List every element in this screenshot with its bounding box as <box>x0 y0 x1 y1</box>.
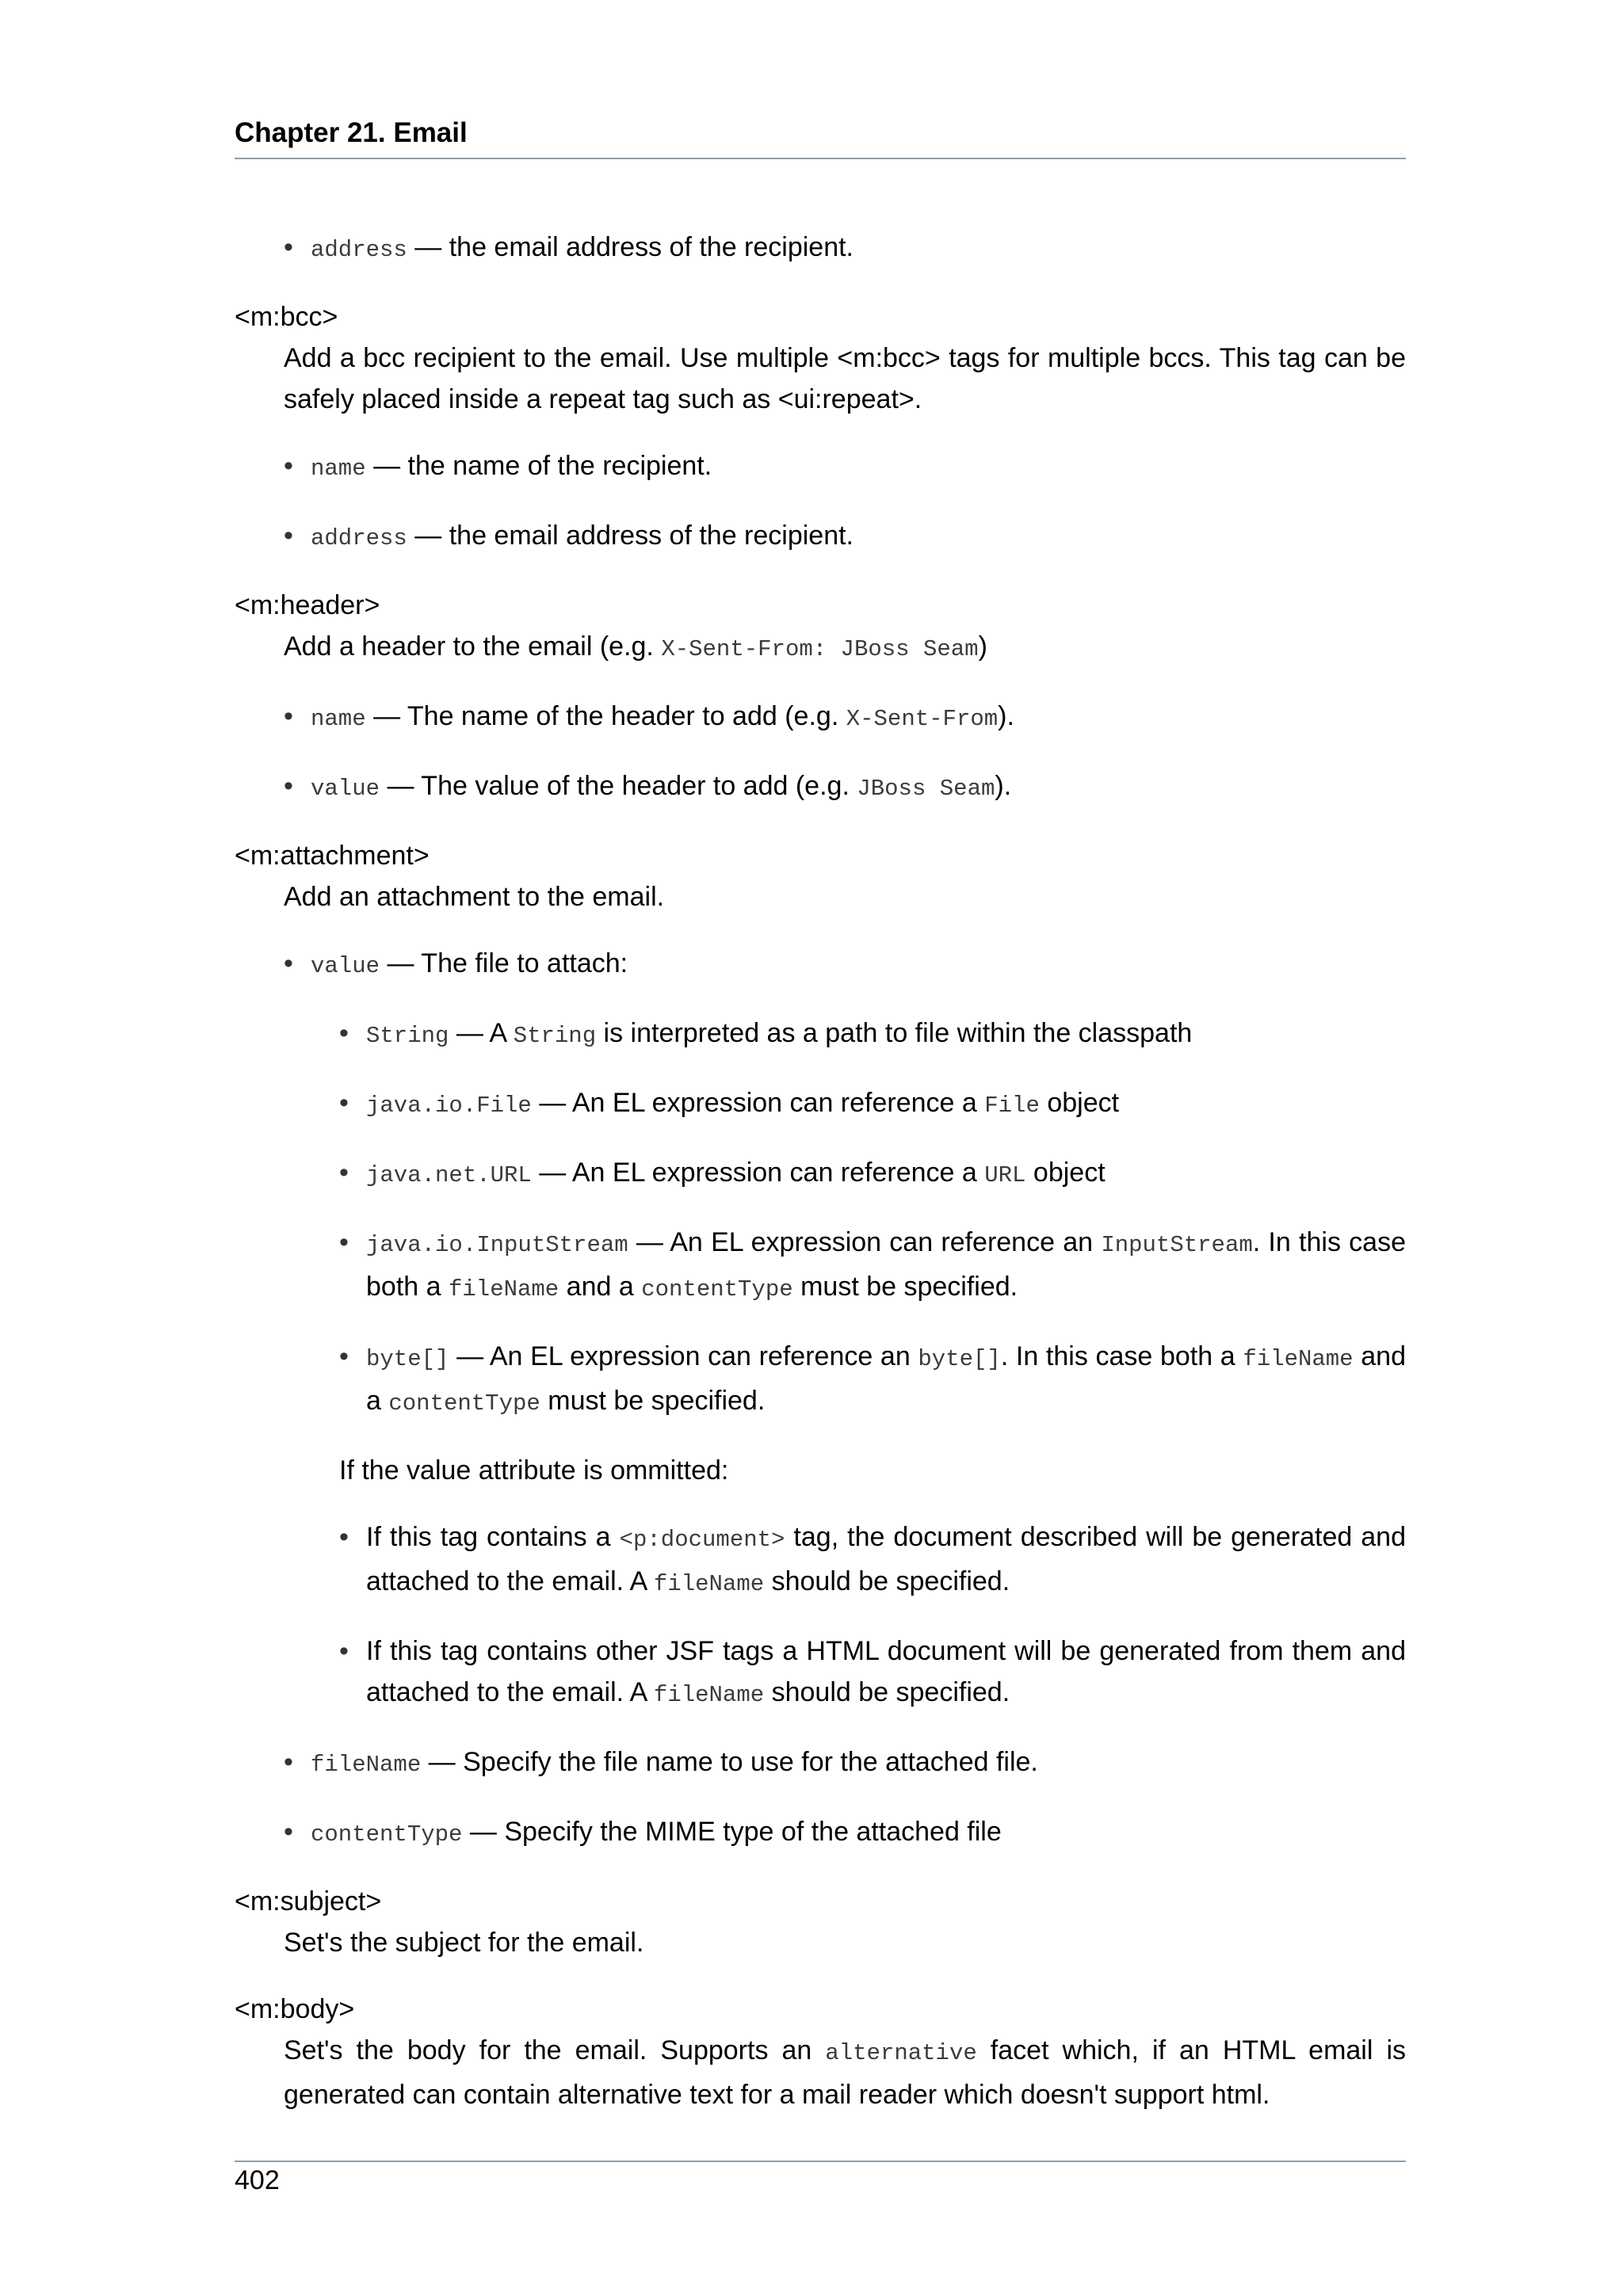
list-item: • address — the email address of the recipient. <box>284 227 1406 271</box>
tag-definition-bcc: Add a bcc recipient to the email. Use multiple <m:bcc> tags for multiple bccs. This tag can be safely placed inside a repeat tag such as <ui:repeat>. <box>284 343 1406 414</box>
list-item: • java.io.InputStream — An EL expression can reference an InputStream. In this case both a fileName and a contentType must be specified. <box>339 1222 1406 1310</box>
tag-term-attachment: <m:attachment> <box>235 841 430 871</box>
list-item: • address — the email address of the recipient. <box>284 515 1406 559</box>
list-item: • If this tag contains a <p:document> tag, the document described will be generated and attached to the email. A fileName should be specified. <box>339 1516 1406 1605</box>
tag-definition-attachment: Add an attachment to the email. <box>284 882 665 912</box>
list-item: • fileName — Specify the file name to use for the attached file. <box>284 1741 1406 1786</box>
tag-definition-header: Add a header to the email (e.g. X-Sent-From: JBoss Seam) <box>284 631 987 662</box>
chapter-title: Chapter 21. Email <box>235 117 468 148</box>
tag-definition-subject: Set's the subject for the email. <box>284 1928 644 1958</box>
bcc-attribute-list <box>284 445 1406 559</box>
attachment-type-list <box>339 1013 1406 1425</box>
document-body <box>235 227 1406 2141</box>
list-item: • name — the name of the recipient. <box>284 445 1406 490</box>
list-item: • contentType — Specify the MIME type of the attached file <box>284 1811 1406 1855</box>
tag-term-subject: <m:subject> <box>235 1886 382 1917</box>
tag-term-header: <m:header> <box>235 590 380 620</box>
list-item: • String — A String is interpreted as a path to file within the classpath <box>339 1013 1406 1057</box>
list-item: • value — The file to attach: • String — A String is interpreted as a path to file within the classpath • java.io.File — An EL expression can reference a File object • java.net.URL — An EL expression can reference a URL object • java.io.InputStream — An EL expression can reference an InputStream. In this case both a fileName and a contentType must be specified. • byte[] — An EL expression can reference an byte[]. In this case both a fileName and a contentType must be specified. If the value attribute is ommitted: • If this tag contains a <p:document> tag, the document described will be generated and attached to the email. A fileName should be specified. • If this tag contains other JSF tags a HTML document will be generated from them and attached to the email. A fileName should be specified. <box>284 943 1406 1716</box>
omitted-value-list <box>339 1516 1406 1716</box>
list-item: • java.io.File — An EL expression can reference a File object <box>339 1082 1406 1127</box>
list-item: • name — The name of the header to add (e.g. X-Sent-From). <box>284 696 1406 740</box>
recipient-attribute-list <box>284 227 1406 271</box>
list-item: • value — The value of the header to add (e.g. JBoss Seam). <box>284 765 1406 810</box>
attachment-attribute-list <box>284 943 1406 1855</box>
list-item: • byte[] — An EL expression can reference an byte[]. In this case both a fileName and a contentType must be specified. <box>339 1336 1406 1425</box>
header-attribute-list <box>284 696 1406 810</box>
list-item: • If this tag contains other JSF tags a HTML document will be generated from them and attached to the email. A fileName should be specified. <box>339 1630 1406 1716</box>
page-number: 402 <box>235 2165 280 2195</box>
tag-term-body: <m:body> <box>235 1994 355 2024</box>
header-divider <box>235 158 1406 159</box>
footer-divider <box>235 2161 1406 2162</box>
omitted-value-note: If the value attribute is ommitted: <box>339 1455 729 1486</box>
list-item: • java.net.URL — An EL expression can reference a URL object <box>339 1152 1406 1196</box>
tag-definition-body: Set's the body for the email. Supports an alternative facet which, if an HTML email is generated can contain alternative text for a mail reader which doesn't support html. <box>284 2035 1406 2110</box>
tag-term-bcc: <m:bcc> <box>235 302 338 332</box>
